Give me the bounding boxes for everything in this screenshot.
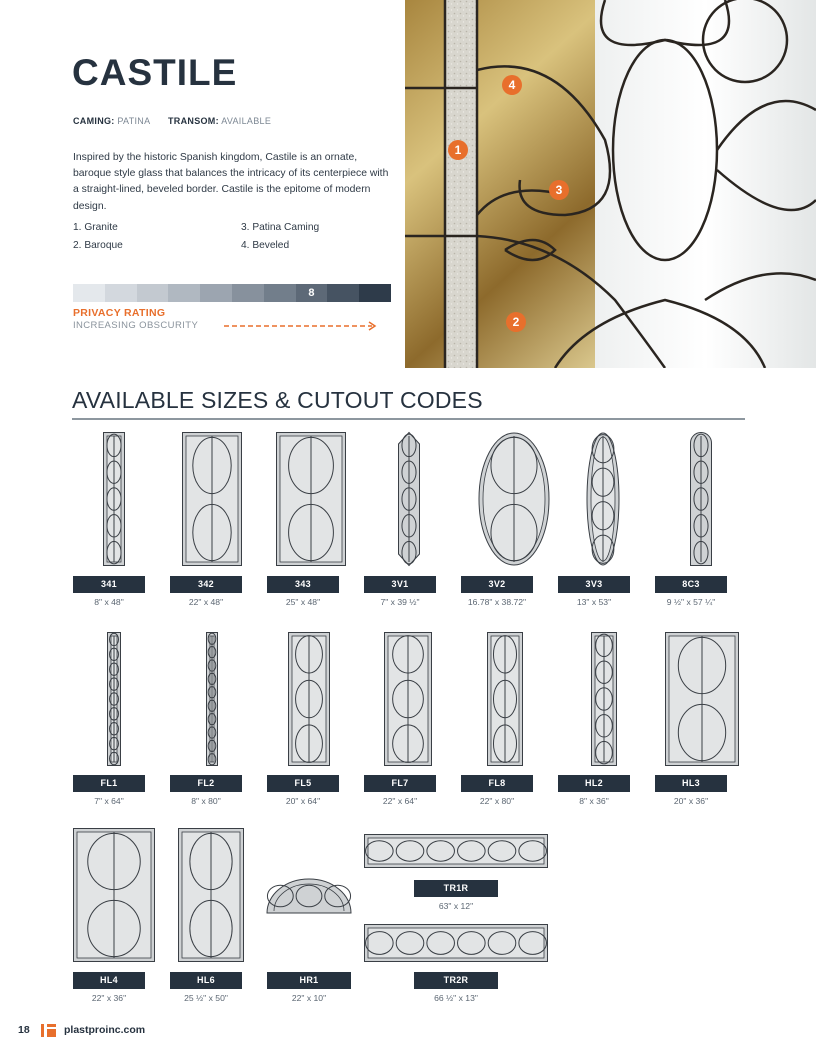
cutout-code-341: 341 bbox=[73, 576, 145, 593]
feature-item: 1. Granite bbox=[73, 222, 118, 233]
size-dimension: 16.78" x 38.72" bbox=[467, 597, 527, 607]
callout-2: 2 bbox=[512, 315, 520, 329]
size-dimension: 20" x 64" bbox=[285, 796, 321, 806]
cutout-code-fl8: FL8 bbox=[461, 775, 533, 792]
privacy-rating-value: 8 bbox=[296, 284, 328, 302]
cutout-code-hl4: HL4 bbox=[73, 972, 145, 989]
feature-item: 3. Patina Caming bbox=[241, 222, 320, 233]
size-dimension: 8" x 80" bbox=[191, 796, 221, 806]
size-dimension: 22" x 10" bbox=[291, 993, 327, 1003]
size-dimension: 20" x 36" bbox=[673, 796, 709, 806]
privacy-rating-label: PRIVACY RATING bbox=[73, 307, 166, 319]
size-dimension: 7" x 64" bbox=[94, 796, 124, 806]
size-dimension: 63" x 12" bbox=[438, 901, 474, 911]
privacy-scale-segment bbox=[327, 284, 359, 302]
brand-logo-icon bbox=[41, 1022, 56, 1037]
feature-item: 4. Beveled bbox=[241, 240, 290, 251]
privacy-scale-segment bbox=[168, 284, 200, 302]
transom-label: TRANSOM bbox=[168, 116, 216, 126]
size-dimension: 66 ½" x 13" bbox=[434, 993, 478, 1003]
window-diagram-8c3 bbox=[690, 432, 712, 566]
window-diagram-fl8 bbox=[487, 632, 523, 766]
size-dimension: 22" x 64" bbox=[382, 796, 418, 806]
section-divider bbox=[72, 418, 745, 420]
cutout-code-fl7: FL7 bbox=[364, 775, 436, 792]
callout-4: 4 bbox=[508, 78, 516, 92]
cutout-code-fl1: FL1 bbox=[73, 775, 145, 792]
caming-label: CAMING bbox=[73, 116, 112, 126]
size-dimension: 7" x 39 ½" bbox=[380, 597, 420, 607]
cutout-code-fl2: FL2 bbox=[170, 775, 242, 792]
cutout-code-hl6: HL6 bbox=[170, 972, 242, 989]
window-diagram-hl2 bbox=[591, 632, 617, 766]
privacy-scale-segment bbox=[105, 284, 137, 302]
cutout-code-3v1: 3V1 bbox=[364, 576, 436, 593]
window-diagram-fl2 bbox=[206, 632, 218, 766]
callout-1: 1 bbox=[454, 143, 462, 157]
cutout-code-hl3: HL3 bbox=[655, 775, 727, 792]
window-diagram-341 bbox=[103, 432, 125, 566]
callout-3: 3 bbox=[555, 183, 563, 197]
window-diagram-3v3 bbox=[586, 432, 620, 566]
size-dimension: 22" x 36" bbox=[91, 993, 127, 1003]
size-dimension: 8" x 48" bbox=[94, 597, 124, 607]
product-photo bbox=[405, 0, 816, 368]
cutout-code-hl2: HL2 bbox=[558, 775, 630, 792]
size-dimension: 13" x 53" bbox=[576, 597, 612, 607]
window-diagram-hl4 bbox=[73, 828, 155, 962]
caming-spec: CAMING: PATINA bbox=[73, 116, 151, 126]
size-dimension: 25 ½" x 50" bbox=[184, 993, 228, 1003]
feature-item: 2. Baroque bbox=[73, 240, 123, 251]
window-diagram-tr2r bbox=[364, 924, 548, 962]
privacy-scale-segment bbox=[232, 284, 264, 302]
privacy-scale-segment bbox=[137, 284, 169, 302]
size-dimension: 22" x 48" bbox=[188, 597, 224, 607]
cutout-code-3v3: 3V3 bbox=[558, 576, 630, 593]
size-dimension: 25" x 48" bbox=[285, 597, 321, 607]
cutout-code-342: 342 bbox=[170, 576, 242, 593]
caming-value: PATINA bbox=[117, 116, 151, 126]
size-dimension: 22" x 80" bbox=[479, 796, 515, 806]
window-diagram-3v1 bbox=[398, 432, 420, 566]
window-diagram-hl6 bbox=[178, 828, 244, 962]
cutout-code-343: 343 bbox=[267, 576, 339, 593]
window-diagram-342 bbox=[182, 432, 242, 566]
arrow-right-icon bbox=[224, 320, 380, 332]
window-diagram-hr1 bbox=[266, 878, 352, 914]
transom-value: AVAILABLE bbox=[221, 116, 272, 126]
privacy-rating-subtitle: INCREASING OBSCURITY bbox=[73, 320, 199, 331]
privacy-scale bbox=[73, 284, 391, 302]
privacy-scale-segment bbox=[264, 284, 296, 302]
window-diagram-hl3 bbox=[665, 632, 739, 766]
page-title: CASTILE bbox=[72, 52, 238, 93]
cutout-code-tr2r: TR2R bbox=[414, 972, 498, 989]
window-diagram-fl1 bbox=[107, 632, 121, 766]
size-dimension: 9 ½" x 57 ¼" bbox=[666, 597, 716, 607]
cutout-code-hr1: HR1 bbox=[267, 972, 351, 989]
window-diagram-3v2 bbox=[478, 432, 550, 566]
cutout-code-fl5: FL5 bbox=[267, 775, 339, 792]
window-diagram-tr1r bbox=[364, 834, 548, 868]
website-link[interactable]: plastproinc.com bbox=[64, 1024, 146, 1036]
privacy-scale-segment bbox=[359, 284, 391, 302]
cutout-code-3v2: 3V2 bbox=[461, 576, 533, 593]
section-title: AVAILABLE SIZES & CUTOUT CODES bbox=[72, 387, 483, 413]
privacy-scale-segment bbox=[200, 284, 232, 302]
size-dimension: 8" x 36" bbox=[579, 796, 609, 806]
transom-spec: TRANSOM: AVAILABLE bbox=[168, 116, 272, 126]
cutout-code-8c3: 8C3 bbox=[655, 576, 727, 593]
page-number: 18 bbox=[18, 1024, 30, 1036]
product-description: Inspired by the historic Spanish kingdom, Castile is an ornate, baroque style glass that balances the intricacy of its centerpiece with a straight-lined, beveled border. Castile is the epitome of modern design. bbox=[73, 152, 389, 212]
privacy-scale-segment bbox=[73, 284, 105, 302]
window-diagram-343 bbox=[276, 432, 346, 566]
window-diagram-fl7 bbox=[384, 632, 432, 766]
window-diagram-fl5 bbox=[288, 632, 330, 766]
cutout-code-tr1r: TR1R bbox=[414, 880, 498, 897]
